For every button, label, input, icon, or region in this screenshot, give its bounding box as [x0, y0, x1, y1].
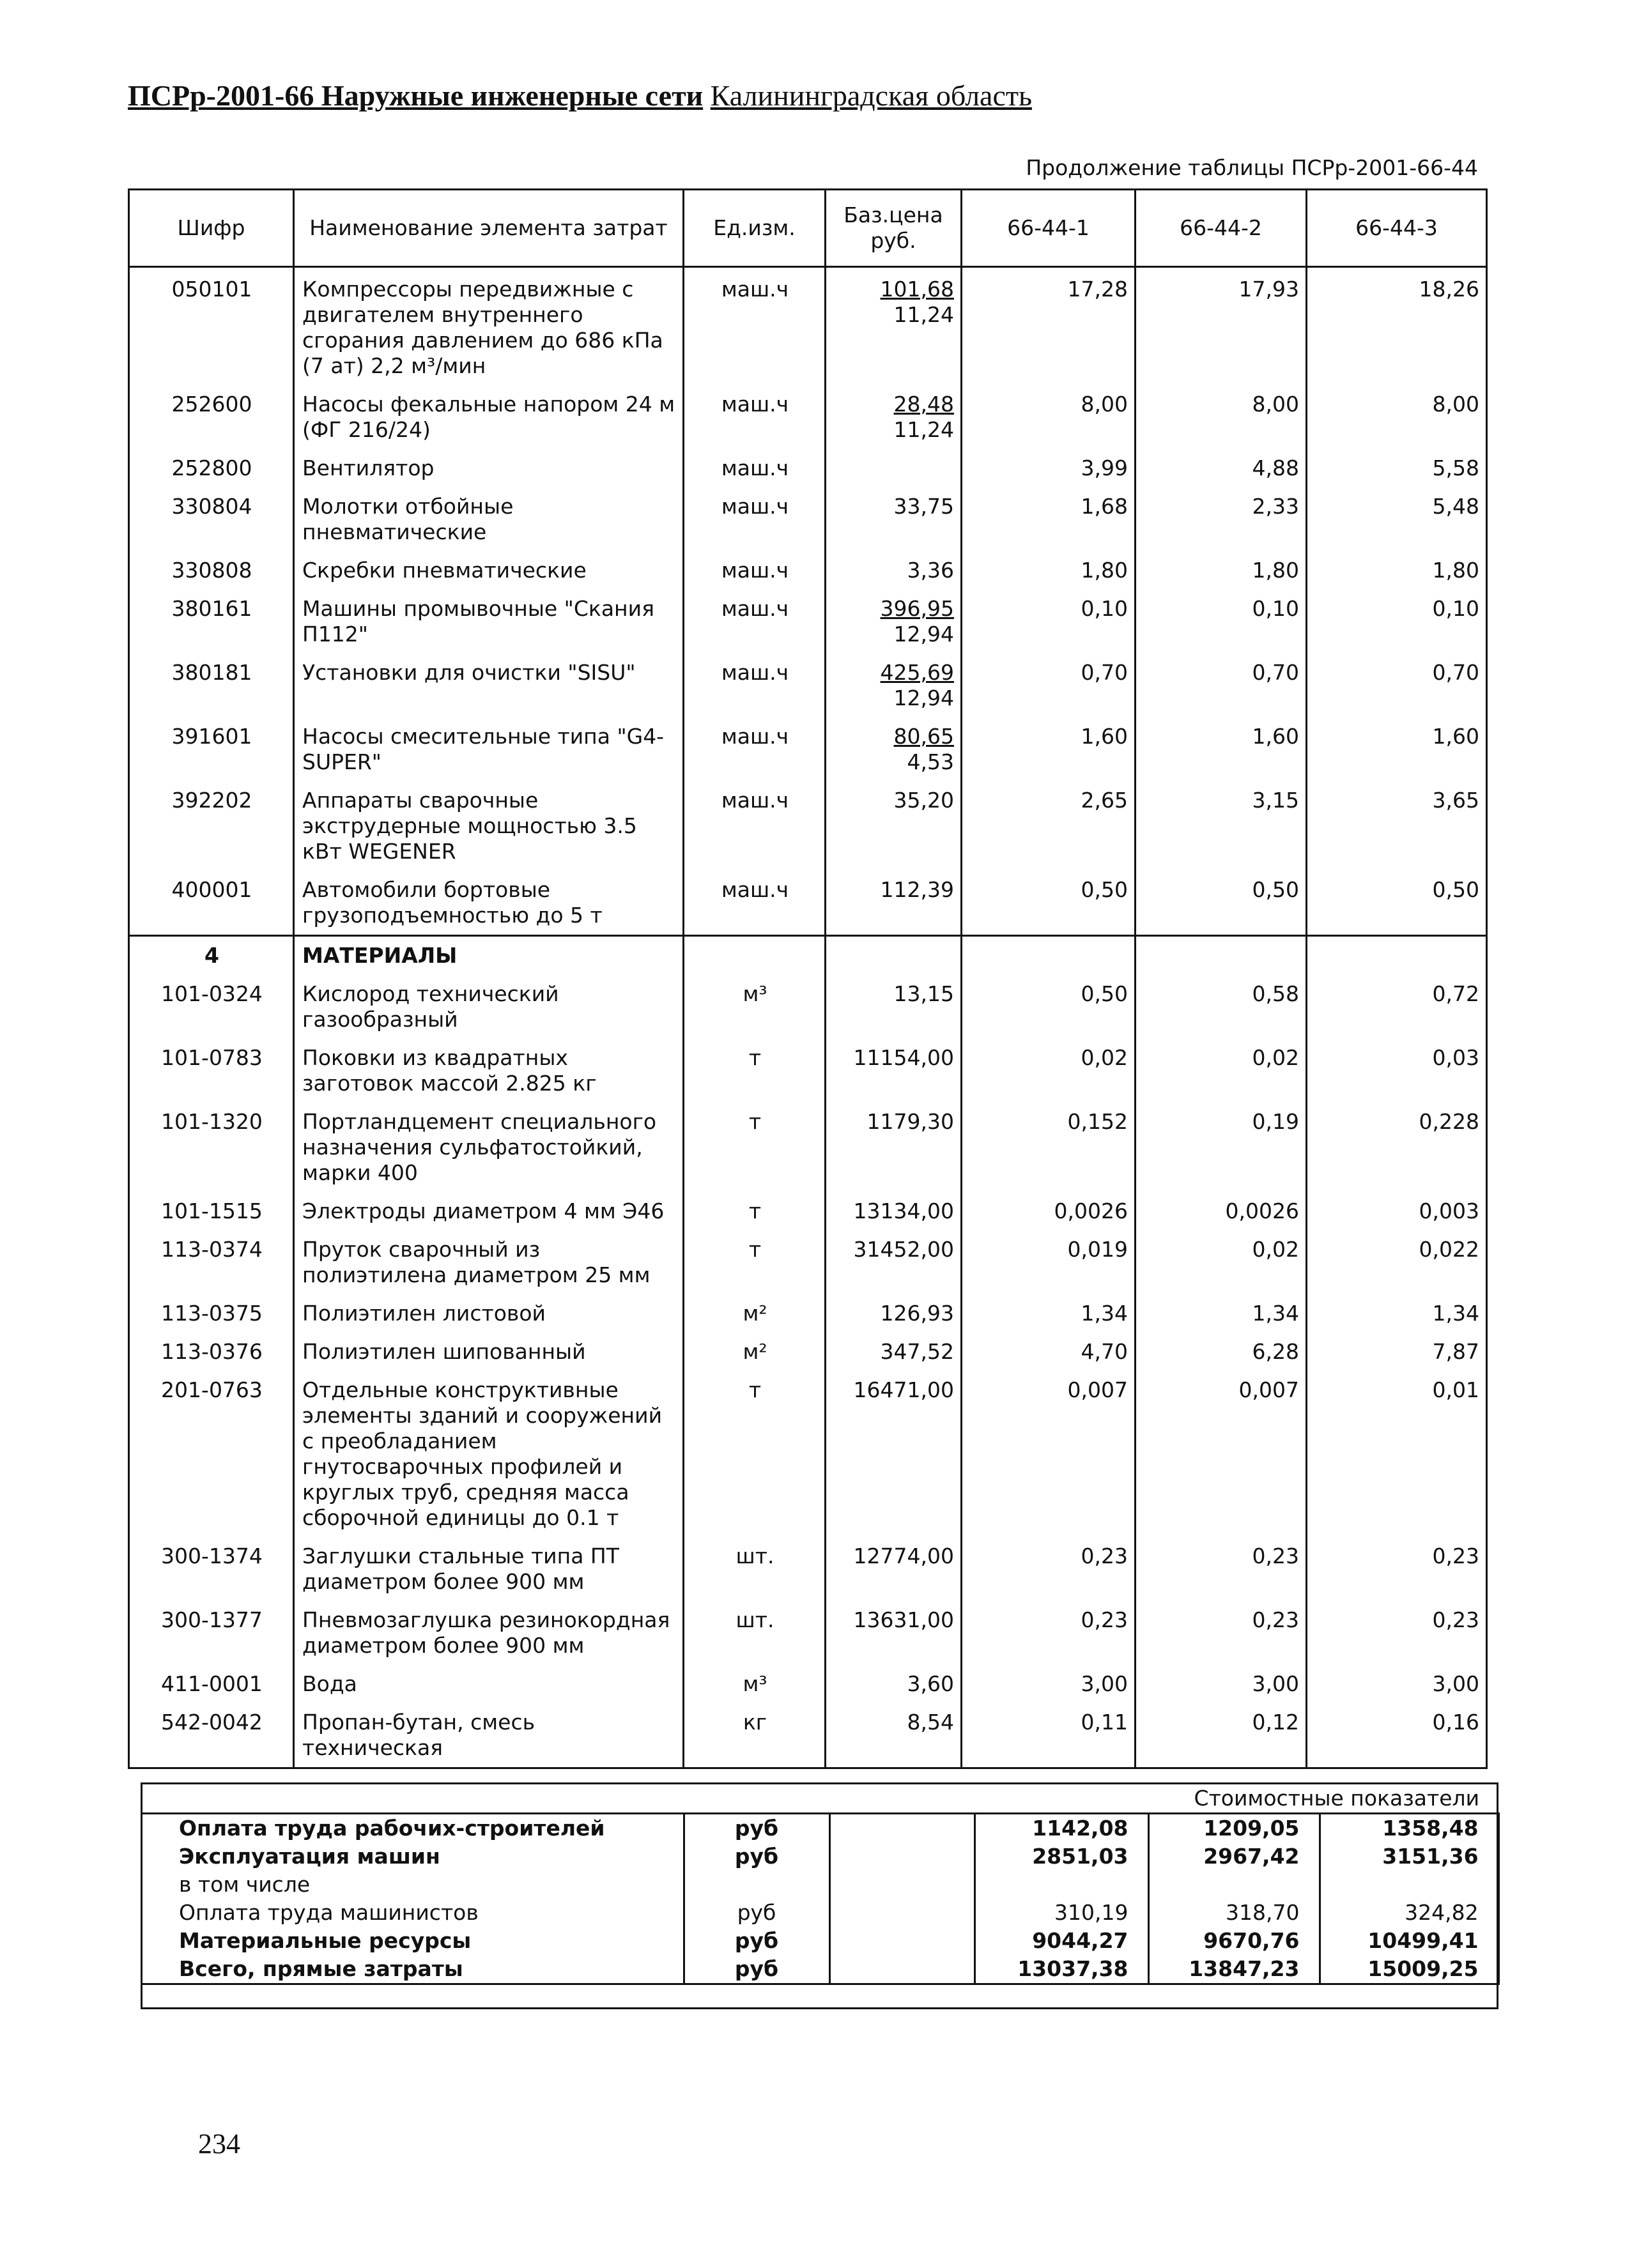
cell-66-44-1: 0,019 [962, 1230, 1136, 1294]
cell-unit: т [684, 1192, 826, 1230]
cell-66-44-3: 5,48 [1307, 487, 1487, 551]
summary-66-44-2 [1148, 1871, 1320, 1899]
cell-unit: т [684, 1103, 826, 1192]
cell-price: 16471,00 [826, 1371, 962, 1537]
cell-name: Насосы смесительные типа "G4-SUPER" [294, 717, 684, 781]
summary-label: Оплата труда машинистов [179, 1900, 479, 1925]
cell-name: Пропан-бутан, смесь техническая [294, 1703, 684, 1768]
cell-price [826, 781, 962, 871]
summary-66-44-2: 9670,76 [1148, 1927, 1320, 1955]
cell-66-44-2: 1,60 [1136, 717, 1307, 781]
summary-unit: руб [684, 1955, 829, 1984]
operator-wage: 12,94 [893, 686, 954, 710]
cell-code: 300-1377 [129, 1601, 294, 1665]
table-row [129, 1103, 1487, 1192]
cell-66-44-3: 8,00 [1307, 385, 1487, 449]
col-code: Шифр [129, 190, 294, 267]
cell-66-44-1: 0,50 [962, 975, 1136, 1039]
table-row [129, 654, 1487, 717]
cell-name: Отдельные конструктивные элементы зданий и сооружений с преобладанием гнутосварочных профилей и круглых труб, средняя масса сборочной единицы до 0.1 т [294, 1371, 684, 1537]
cell-unit: маш.ч [684, 487, 826, 551]
cell-price [826, 385, 962, 449]
cell-66-44-3: 18,26 [1307, 267, 1487, 386]
summary-66-44-2: 2967,42 [1148, 1843, 1320, 1871]
cell-price: 3,60 [826, 1665, 962, 1703]
summary-row [141, 1814, 1498, 1843]
cell-code: 201-0763 [129, 1371, 294, 1537]
continuation-note: Продолжение таблицы ПСРр-2001-66-44 [1026, 155, 1478, 180]
cell-66-44-3: 0,72 [1307, 975, 1487, 1039]
operator-wage: 11,24 [893, 302, 954, 327]
cell-code: 380181 [129, 654, 294, 717]
resource-table [128, 188, 1488, 1769]
cell-name: Установки для очистки "SISU" [294, 654, 684, 717]
cell-price: 13631,00 [826, 1601, 962, 1665]
cell-price [826, 717, 962, 781]
summary-label: Оплата труда рабочих-строителей [141, 1814, 684, 1843]
base-price: 80,65 [893, 724, 954, 749]
cell-66-44-1: 0,02 [962, 1039, 1136, 1103]
table-row [129, 1294, 1487, 1333]
cell-price [826, 654, 962, 717]
cell-66-44-3: 0,23 [1307, 1601, 1487, 1665]
cell-unit: м³ [684, 1665, 826, 1703]
cell-name: Полиэтилен листовой [294, 1294, 684, 1333]
cell-unit: м² [684, 1294, 826, 1333]
cell-66-44-2: 3,00 [1136, 1665, 1307, 1703]
cell-66-44-3: 1,60 [1307, 717, 1487, 781]
summary-66-44-3: 10499,41 [1320, 1927, 1498, 1955]
summary-label: Материальные ресурсы [179, 1928, 472, 1953]
cell-unit: маш.ч [684, 717, 826, 781]
cell-name: Вода [294, 1665, 684, 1703]
cell-name: Вентилятор [294, 449, 684, 487]
cell-66-44-2: 0,02 [1136, 1039, 1307, 1103]
cell-66-44-2: 0,12 [1136, 1703, 1307, 1768]
empty-cell [1136, 936, 1307, 976]
table-row [129, 781, 1487, 871]
cell-code: 392202 [129, 781, 294, 871]
cell-name: Насосы фекальные напором 24 м (ФГ 216/24) [294, 385, 684, 449]
cell-price [826, 449, 962, 487]
base-price: 33,75 [893, 494, 954, 519]
cell-name: Пневмозаглушка резинокордная диаметром более 900 мм [294, 1601, 684, 1665]
cell-66-44-3: 0,03 [1307, 1039, 1487, 1103]
cell-price: 13134,00 [826, 1192, 962, 1230]
table-row [129, 717, 1487, 781]
table-row [129, 1039, 1487, 1103]
cell-price: 13,15 [826, 975, 962, 1039]
cell-unit: маш.ч [684, 449, 826, 487]
cell-name: Поковки из квадратных заготовок массой 2.825 кг [294, 1039, 684, 1103]
col-price: Баз.цена руб. [826, 190, 962, 267]
cell-66-44-3: 0,70 [1307, 654, 1487, 717]
cell-price: 11154,00 [826, 1039, 962, 1103]
table-row [129, 1703, 1487, 1768]
summary-66-44-1: 310,19 [974, 1899, 1148, 1927]
summary-unit: руб [684, 1927, 829, 1955]
cell-66-44-3: 0,228 [1307, 1103, 1487, 1192]
table-row [129, 1230, 1487, 1294]
cell-66-44-2: 0,58 [1136, 975, 1307, 1039]
operator-wage: 12,94 [893, 622, 954, 647]
cost-summary [141, 1782, 1500, 1985]
document-header [128, 78, 1032, 114]
cell-66-44-1: 0,007 [962, 1371, 1136, 1537]
summary-66-44-3 [1320, 1871, 1498, 1899]
cell-66-44-2: 0,70 [1136, 654, 1307, 717]
cell-unit: маш.ч [684, 871, 826, 936]
summary-66-44-1: 2851,03 [974, 1843, 1148, 1871]
col-66-44-3: 66-44-3 [1307, 190, 1487, 267]
summary-66-44-3: 3151,36 [1320, 1843, 1498, 1871]
cell-66-44-3: 1,34 [1307, 1294, 1487, 1333]
base-price: 101,68 [880, 277, 954, 302]
cell-66-44-2: 4,88 [1136, 449, 1307, 487]
cell-name: Заглушки стальные типа ПТ диаметром более 900 мм [294, 1537, 684, 1601]
cell-name: Электроды диаметром 4 мм Э46 [294, 1192, 684, 1230]
table-row [129, 975, 1487, 1039]
table-row [129, 551, 1487, 590]
section-code: 4 [129, 936, 294, 976]
cell-code: 391601 [129, 717, 294, 781]
table-row [129, 1371, 1487, 1537]
cell-66-44-2: 2,33 [1136, 487, 1307, 551]
region: Калининградская область [710, 79, 1032, 112]
cell-66-44-1: 3,00 [962, 1665, 1136, 1703]
cell-name: Кислород технический газообразный [294, 975, 684, 1039]
cell-price [826, 590, 962, 654]
cell-66-44-3: 7,87 [1307, 1333, 1487, 1371]
cell-66-44-3: 3,00 [1307, 1665, 1487, 1703]
empty-cell [962, 936, 1136, 976]
table-row [129, 1665, 1487, 1703]
cell-price: 347,52 [826, 1333, 962, 1371]
cell-code: 330804 [129, 487, 294, 551]
table-row [129, 487, 1487, 551]
summary-row [141, 1871, 1498, 1899]
cell-66-44-2: 0,10 [1136, 590, 1307, 654]
cell-code: 101-0324 [129, 975, 294, 1039]
cell-66-44-1: 1,80 [962, 551, 1136, 590]
cell-66-44-3: 0,003 [1307, 1192, 1487, 1230]
summary-66-44-1 [974, 1871, 1148, 1899]
cell-price: 126,93 [826, 1294, 962, 1333]
cell-unit: т [684, 1039, 826, 1103]
empty-cell [829, 1843, 974, 1871]
cell-66-44-1: 0,0026 [962, 1192, 1136, 1230]
cell-66-44-1: 4,70 [962, 1333, 1136, 1371]
col-unit: Ед.изм. [684, 190, 826, 267]
summary-66-44-2: 1209,05 [1148, 1814, 1320, 1843]
cell-code: 101-1320 [129, 1103, 294, 1192]
summary-66-44-1: 9044,27 [974, 1927, 1148, 1955]
cell-code: 411-0001 [129, 1665, 294, 1703]
cell-name: Полиэтилен шипованный [294, 1333, 684, 1371]
section-name: МАТЕРИАЛЫ [294, 936, 684, 976]
summary-unit: руб [684, 1843, 829, 1871]
cell-code: 252800 [129, 449, 294, 487]
cell-code: 050101 [129, 267, 294, 386]
cell-unit: маш.ч [684, 267, 826, 386]
cell-name: Машины промывочные "Скания П112" [294, 590, 684, 654]
cell-name: Скребки пневматические [294, 551, 684, 590]
summary-66-44-3: 324,82 [1320, 1899, 1498, 1927]
summary-66-44-3: 15009,25 [1320, 1955, 1498, 1984]
summary-unit: руб [684, 1814, 829, 1843]
cell-66-44-1: 0,50 [962, 871, 1136, 936]
empty-cell [826, 936, 962, 976]
cell-code: 542-0042 [129, 1703, 294, 1768]
col-66-44-2: 66-44-2 [1136, 190, 1307, 267]
col-66-44-1: 66-44-1 [962, 190, 1136, 267]
cell-price: 8,54 [826, 1703, 962, 1768]
col-name: Наименование элемента затрат [294, 190, 684, 267]
summary-row [141, 1955, 1498, 1984]
cell-66-44-2: 0,23 [1136, 1601, 1307, 1665]
cell-66-44-3: 0,10 [1307, 590, 1487, 654]
cell-price: 12774,00 [826, 1537, 962, 1601]
table-row [129, 1601, 1487, 1665]
cell-66-44-1: 0,152 [962, 1103, 1136, 1192]
cell-66-44-2: 0,23 [1136, 1537, 1307, 1601]
summary-unit [684, 1871, 829, 1899]
table-row [129, 1333, 1487, 1371]
base-price: 112,39 [880, 877, 954, 902]
cell-66-44-1: 1,34 [962, 1294, 1136, 1333]
cell-code: 113-0374 [129, 1230, 294, 1294]
summary-label: в том числе [179, 1872, 311, 1897]
cell-code: 400001 [129, 871, 294, 936]
cell-66-44-3: 0,23 [1307, 1537, 1487, 1601]
cell-unit: маш.ч [684, 781, 826, 871]
summary-66-44-1: 13037,38 [974, 1955, 1148, 1984]
empty-cell [829, 1927, 974, 1955]
cell-unit: маш.ч [684, 654, 826, 717]
cell-66-44-2: 0,19 [1136, 1103, 1307, 1192]
cell-code: 101-0783 [129, 1039, 294, 1103]
summary-row [141, 1899, 1498, 1927]
cell-unit: шт. [684, 1537, 826, 1601]
cell-66-44-1: 17,28 [962, 267, 1136, 386]
cell-66-44-3: 5,58 [1307, 449, 1487, 487]
cell-price [826, 871, 962, 936]
cell-name: Аппараты сварочные экструдерные мощностью 3.5 кВт WEGENER [294, 781, 684, 871]
cell-66-44-2: 0,50 [1136, 871, 1307, 936]
cell-unit: м³ [684, 975, 826, 1039]
summary-label: Эксплуатация машин [179, 1844, 440, 1869]
summary-66-44-1: 1142,08 [974, 1814, 1148, 1843]
cell-66-44-2: 1,80 [1136, 551, 1307, 590]
cell-66-44-1: 1,60 [962, 717, 1136, 781]
table-row [129, 1537, 1487, 1601]
base-price: 425,69 [880, 660, 954, 685]
operator-wage: 11,24 [893, 417, 954, 442]
cell-name: Компрессоры передвижные с двигателем внутреннего сгорания давлением до 686 кПа (7 ат) 2,2 м³/мин [294, 267, 684, 386]
cell-unit: маш.ч [684, 385, 826, 449]
table-row [129, 1192, 1487, 1230]
cell-66-44-2: 0,007 [1136, 1371, 1307, 1537]
table-row [129, 267, 1487, 386]
cell-66-44-2: 8,00 [1136, 385, 1307, 449]
base-price: 396,95 [880, 596, 954, 621]
cell-66-44-2: 6,28 [1136, 1333, 1307, 1371]
cell-66-44-1: 0,10 [962, 590, 1136, 654]
cell-name: Пруток сварочный из полиэтилена диаметром 25 мм [294, 1230, 684, 1294]
cell-66-44-2: 0,02 [1136, 1230, 1307, 1294]
summary-caption: Стоимостные показатели [141, 1784, 1498, 1814]
doc-title: ПСРр-2001-66 Наружные инженерные сети [128, 79, 704, 112]
cell-66-44-1: 2,65 [962, 781, 1136, 871]
cell-unit: маш.ч [684, 590, 826, 654]
cell-66-44-2: 3,15 [1136, 781, 1307, 871]
summary-caption-row [141, 1784, 1498, 1814]
cell-66-44-1: 0,11 [962, 1703, 1136, 1768]
empty-cell [829, 1814, 974, 1843]
cell-price [826, 551, 962, 590]
cell-66-44-1: 1,68 [962, 487, 1136, 551]
cell-66-44-3: 3,65 [1307, 781, 1487, 871]
cell-price: 31452,00 [826, 1230, 962, 1294]
cell-unit: т [684, 1230, 826, 1294]
cell-66-44-1: 0,23 [962, 1537, 1136, 1601]
cell-code: 113-0375 [129, 1294, 294, 1333]
summary-unit: руб [684, 1899, 829, 1927]
empty-cell [1307, 936, 1487, 976]
summary-label: Всего, прямые затраты [141, 1955, 684, 1984]
cell-unit: маш.ч [684, 551, 826, 590]
cell-price: 1179,30 [826, 1103, 962, 1192]
summary-66-44-3: 1358,48 [1320, 1814, 1498, 1843]
table-row [129, 871, 1487, 936]
cell-name: Портландцемент специального назначения сульфатостойкий, марки 400 [294, 1103, 684, 1192]
cell-code: 101-1515 [129, 1192, 294, 1230]
cell-name: Молотки отбойные пневматические [294, 487, 684, 551]
cell-price [826, 487, 962, 551]
cell-66-44-3: 0,16 [1307, 1703, 1487, 1768]
base-price: 28,48 [893, 392, 954, 417]
table-row [129, 449, 1487, 487]
cell-66-44-2: 1,34 [1136, 1294, 1307, 1333]
base-price: 35,20 [893, 788, 954, 813]
empty-cell [829, 1899, 974, 1927]
cell-code: 380161 [129, 590, 294, 654]
cell-code: 300-1374 [129, 1537, 294, 1601]
table-row [129, 385, 1487, 449]
cell-66-44-3: 0,01 [1307, 1371, 1487, 1537]
cell-66-44-3: 0,022 [1307, 1230, 1487, 1294]
empty-cell [829, 1871, 974, 1899]
cell-66-44-1: 0,70 [962, 654, 1136, 717]
cell-unit: кг [684, 1703, 826, 1768]
cell-unit: т [684, 1371, 826, 1537]
cell-code: 252600 [129, 385, 294, 449]
operator-wage: 4,53 [907, 749, 954, 774]
empty-cell [829, 1955, 974, 1984]
cell-code: 330808 [129, 551, 294, 590]
page-number: 234 [198, 2128, 240, 2159]
summary-row [141, 1843, 1498, 1871]
summary-row [141, 1927, 1498, 1955]
cell-66-44-2: 17,93 [1136, 267, 1307, 386]
cell-unit: шт. [684, 1601, 826, 1665]
cell-unit: м² [684, 1333, 826, 1371]
table-header-row [129, 190, 1487, 267]
cell-66-44-3: 1,80 [1307, 551, 1487, 590]
table-row [129, 590, 1487, 654]
summary-66-44-2: 13847,23 [1148, 1955, 1320, 1984]
empty-cell [684, 936, 826, 976]
summary-66-44-2: 318,70 [1148, 1899, 1320, 1927]
cell-66-44-3: 0,50 [1307, 871, 1487, 936]
base-price: 3,36 [907, 558, 954, 583]
cell-66-44-1: 8,00 [962, 385, 1136, 449]
cell-66-44-2: 0,0026 [1136, 1192, 1307, 1230]
cell-66-44-1: 0,23 [962, 1601, 1136, 1665]
cell-price [826, 267, 962, 386]
cell-66-44-1: 3,99 [962, 449, 1136, 487]
cell-code: 113-0376 [129, 1333, 294, 1371]
cell-name: Автомобили бортовые грузоподъемностью до 5 т [294, 871, 684, 936]
section-row [129, 936, 1487, 976]
